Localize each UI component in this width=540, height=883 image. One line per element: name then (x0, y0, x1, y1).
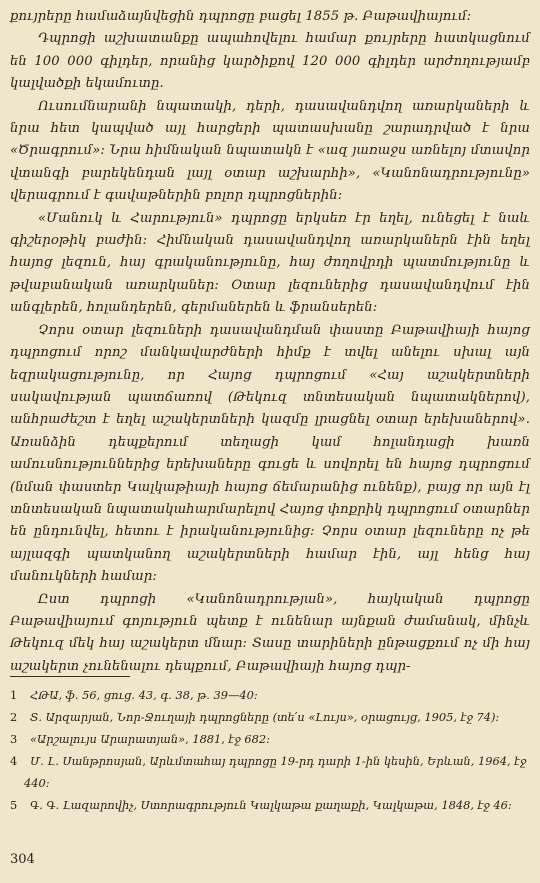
footnote-4 (10, 750, 530, 794)
main-text (10, 6, 530, 678)
paragraph-4: Չորս օտար լեզուների դասավանդման փաստը Բաթավիայի հայոց դպրոցում որոշ մանկավարժների հիմք է տվել անելու սխալ այն եզրակացությունը, որ Հայոց դպրոցում «Հայ աշակերտների սակավության պատճառով (Թեկուզ տնտեսական նպատակներով), անհրաժեշտ է եղել աշակերտների կազմը լրացնել օտար երեխաներով». Առանձին դեպքերում տեղացի կամ հոլանդացի խառն ամուսնություններից երեխաները գուցե և սովորել են հայոց դպրոցում (նման փաստեր Կալկաթիայի հայոց ճեմարանից ունենք), բայց որ այն էլ տնտեսական նպատակահարմարելով Հայոց փոքրիկ դպրոցում օտարներ են ընդունվել, հետու է իրականությունից: Չորս օտար լեզուները ոչ թե այլազգի պատկանող աշակերտների համար էին, այլ հենց հայ մանուկների համար: (10, 322, 530, 585)
footnote-text: Մ. Լ. Սանթրոսյան, Արևմտահայ դպրոցը 19-րդ դարի 1-ին կեսին, Երևան, 1964, էջ 440: (24, 754, 527, 790)
footnote-1 (10, 684, 530, 706)
paragraph-0: քույրերը համաձայնվեցին դպրոցը բացել 1855 թ. Բաթավիայում: (10, 9, 472, 24)
footnote-3 (10, 728, 530, 750)
footnote-number: 2 (10, 710, 18, 724)
footnote-number: 4 (10, 754, 18, 768)
footnote-divider (10, 676, 130, 677)
footnote-number: 5 (10, 798, 18, 812)
footnote-text: Գ. Գ. Լազարովիչ, Ստորագրություն Կալկաթա քաղաքի, Կալկաթա, 1848, էջ 46: (30, 798, 512, 812)
footnote-text: Տ. Արզարյան, Նոր-Ջուղայի դպրոցները (տե՛ս «Լույս», օրացույց, 1905, էջ 74): (30, 710, 500, 724)
page-number: 304 (10, 852, 35, 867)
footnote-number: 1 (10, 688, 18, 702)
paragraph-5: Ըստ դպրոցի «Կանոնադրության», հայկական դպրոցը Բաթավիայում գոյություն պետք է ունենար այնքան ժամանակ, մինչև Թեկուզ մեկ հայ աշակերտ մնար: Տասը տարիների ընթացքում ոչ մի հայ աշակերտ չունենալու դեպքում, Բաթավիայի հայոց դպր- (10, 591, 530, 674)
paragraph-3: «Մանուկ և Հարություն» դպրոցը երկսեռ էր եղել, ունեցել է նաև գիշերօթիկ բաժին: Հիմնական դասավանդվող առարկաներն էին եղել հայոց լեզուն, հայ գրականությունը, հայ ժողովրդի պատմությունը և թվաբանական առարկաներ: Օտար լեզուներից դասավանդվում էին անգլերեն, հոլանդերեն, գերմաներեն և ֆրանսերեն: (10, 210, 530, 316)
footnote-text: ՀԹԱ, ֆ. 56, ցուց. 43, գ. 38, թ. 39—40: (30, 688, 258, 702)
footnote-2 (10, 706, 530, 728)
paragraph-1: Դպրոցի աշխատանքը ապահովելու համար քույրերը հատկացնում են 100 000 գիլդեր, որանից կարծիքով 120 000 գիլդեր արժողությամբ կալվածքի եկամուտը. (10, 31, 530, 92)
footnote-5 (10, 794, 530, 816)
footnote-number: 3 (10, 732, 18, 746)
footnotes (10, 684, 530, 816)
footnote-text: «Արշալույս Արարատյան», 1881, էջ 682: (30, 732, 270, 746)
paragraph-2: Ուսումնարանի նպատակի, դերի, դասավանդվող առարկաների և նրա հետ կապված այլ հարցերի պատասխանը շարադրված է նրա «Ծրագրում»: Նրա հիմնական նպատակն է «ազ յառաջս առնելոյ մտավոր վտանգի բարեկենդան լայլ օտար աշխարհի», «Կանոնադրությունը» վերագրում է գավաթներին բոլոր դպրոցներին: (10, 98, 530, 204)
